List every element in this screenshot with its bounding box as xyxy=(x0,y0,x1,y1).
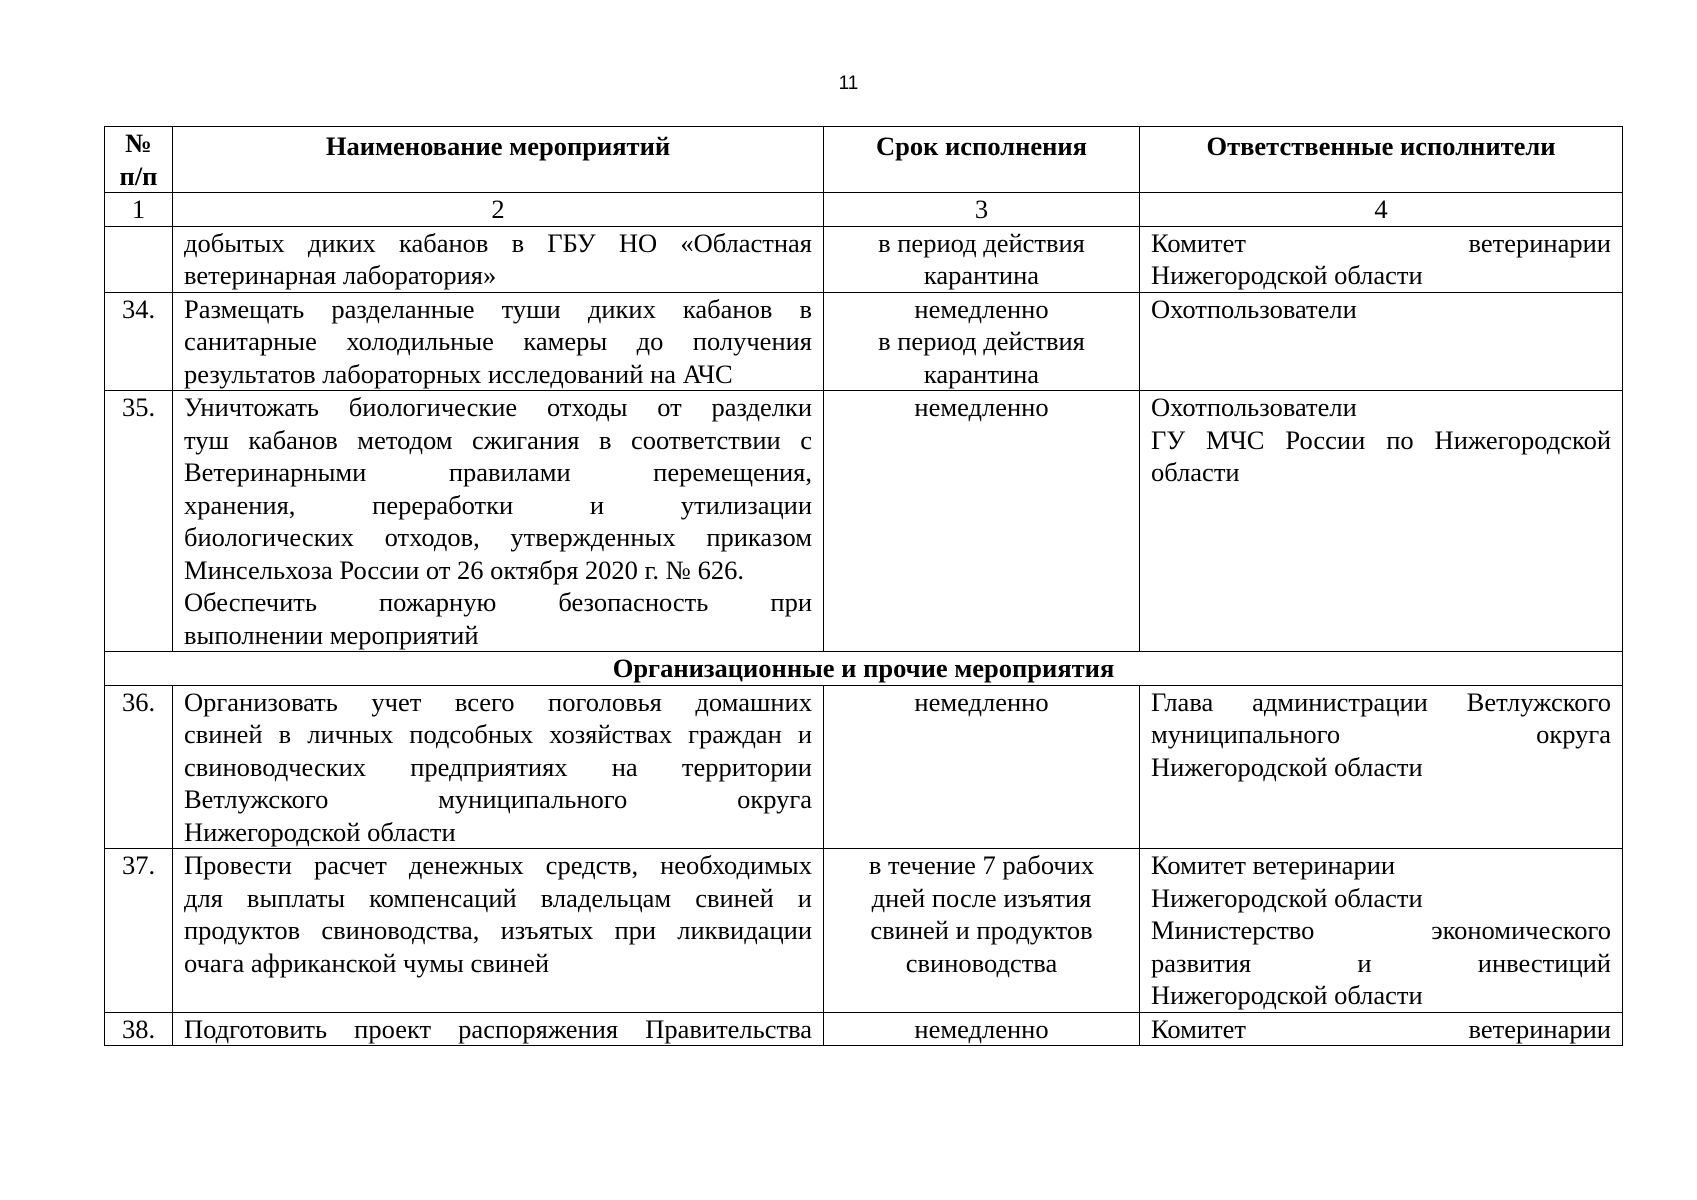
column-number: 1 xyxy=(105,193,173,227)
text-line: добытых диких кабанов в ГБУ НО «Областная xyxy=(184,227,812,258)
text-line: карантина xyxy=(923,260,1040,290)
text-line: Охотпользователи xyxy=(1151,293,1357,324)
row-number: 34. xyxy=(105,292,173,391)
text-line: дней после изъятия xyxy=(871,882,1092,913)
header-deadline: Срок исполнения xyxy=(824,127,1140,193)
text-line: Размещать разделанные туши диких кабанов в xyxy=(184,293,812,324)
text-line: Комитет ветеринарии xyxy=(1151,850,1396,880)
text-line: Организовать учет всего поголовья домашних xyxy=(184,686,812,717)
text-line: Нижегородской области xyxy=(1151,751,1423,782)
text-line: Нижегородской области xyxy=(184,816,456,847)
header-row xyxy=(105,127,1623,193)
responsible xyxy=(1140,391,1623,652)
responsible xyxy=(1140,1012,1623,1046)
text-line: свиноводства xyxy=(905,947,1058,978)
text-line: Комитет ветеринарии xyxy=(1151,1013,1611,1044)
text-line: Уничтожать биологические отходы от разделки xyxy=(184,392,812,422)
text-line: немедленно xyxy=(914,293,1049,324)
text-line: области xyxy=(1151,457,1240,487)
text-line: Комитет ветеринарии xyxy=(1151,227,1611,258)
text-line: Подготовить проект распоряжения Правительства xyxy=(184,1013,812,1044)
text-line: для выплаты компенсаций владельцам свиней и xyxy=(184,882,812,913)
header-number-line2: п/п xyxy=(119,160,158,191)
table-row xyxy=(105,685,1623,849)
responsible xyxy=(1140,849,1623,1013)
deadline xyxy=(824,292,1140,391)
text-line: в период действия xyxy=(878,326,1085,356)
text-line: Нижегородской области xyxy=(1151,260,1423,290)
text-line: Минсельхоза России от 26 октября 2020 г. № 626. xyxy=(184,554,744,585)
text-line: Обеспечить пожарную безопасность при xyxy=(184,587,812,617)
header-responsible: Ответственные исполнители xyxy=(1140,127,1623,193)
header-number xyxy=(105,127,173,193)
table-row xyxy=(105,1012,1623,1046)
activities-table xyxy=(104,126,1623,1046)
deadline xyxy=(824,685,1140,849)
activity-name xyxy=(173,391,824,652)
text-line: ветеринарная лаборатория» xyxy=(184,260,497,290)
text-line: Нижегородской области xyxy=(1151,980,1423,1010)
deadline xyxy=(824,849,1140,1013)
text-line: Нижегородской области xyxy=(1151,882,1423,913)
text-line: Охотпользователи xyxy=(1151,392,1357,422)
text-line: ГУ МЧС России по Нижегородской xyxy=(1151,424,1611,455)
table-row xyxy=(105,226,1623,292)
responsible xyxy=(1140,226,1623,292)
text-line: в течение 7 рабочих xyxy=(868,850,1095,880)
text-line: немедленно xyxy=(914,686,1049,717)
text-line: Ветлужского муниципального округа xyxy=(184,784,812,814)
deadline xyxy=(824,1012,1140,1046)
column-number: 3 xyxy=(824,193,1140,227)
text-line: санитарные холодильные камеры до получения xyxy=(184,326,812,356)
page-number: 11 xyxy=(838,73,859,94)
text-line: результатов лабораторных исследований на АЧС xyxy=(184,358,733,389)
section-title: Организационные и прочие мероприятия xyxy=(105,652,1623,686)
text-line: Глава администрации Ветлужского xyxy=(1151,686,1611,717)
text-line: туш кабанов методом сжигания в соответствии с xyxy=(184,424,812,455)
responsible xyxy=(1140,292,1623,391)
table-row xyxy=(105,849,1623,1013)
text-line: свиней в личных подсобных хозяйствах граждан и xyxy=(184,719,812,749)
deadline xyxy=(824,391,1140,652)
deadline xyxy=(824,226,1140,292)
text-line: очага африканской чумы свиней xyxy=(184,947,550,978)
activity-name xyxy=(173,685,824,849)
table-row xyxy=(105,292,1623,391)
row-number: 35. xyxy=(105,391,173,652)
activity-name xyxy=(173,292,824,391)
text-line: свиней и продуктов xyxy=(870,915,1093,945)
row-number: 36. xyxy=(105,685,173,849)
text-line: развития и инвестиций xyxy=(1151,947,1611,978)
text-line: муниципального округа xyxy=(1151,719,1611,749)
text-line: немедленно xyxy=(914,392,1049,422)
text-line: Министерство экономического xyxy=(1151,915,1611,945)
activity-name xyxy=(173,849,824,1013)
text-line: свиноводческих предприятиях на территории xyxy=(184,751,812,782)
row-number: 37. xyxy=(105,849,173,1013)
table-row xyxy=(105,391,1623,652)
text-line: Ветеринарными правилами перемещения, xyxy=(184,457,812,487)
activity-name xyxy=(173,226,824,292)
column-number-row xyxy=(105,193,1623,227)
text-line: Провести расчет денежных средств, необходимых xyxy=(184,850,812,880)
header-activity-name: Наименование мероприятий xyxy=(173,127,824,193)
header-number-line1: № xyxy=(125,128,152,158)
text-line: выполнении мероприятий xyxy=(184,619,479,650)
text-line: биологических отходов, утвержденных приказом xyxy=(184,522,812,552)
column-number: 4 xyxy=(1140,193,1623,227)
responsible xyxy=(1140,685,1623,849)
row-number: 38. xyxy=(105,1012,173,1046)
section-row xyxy=(105,652,1623,686)
text-line: немедленно xyxy=(914,1013,1049,1044)
text-line: продуктов свиноводства, изъятых при ликвидации xyxy=(184,915,812,945)
activity-name xyxy=(173,1012,824,1046)
text-line: в период действия xyxy=(878,227,1085,258)
text-line: карантина xyxy=(923,358,1040,389)
text-line: хранения, переработки и утилизации xyxy=(184,489,812,520)
column-number: 2 xyxy=(173,193,824,227)
row-number xyxy=(105,226,173,292)
